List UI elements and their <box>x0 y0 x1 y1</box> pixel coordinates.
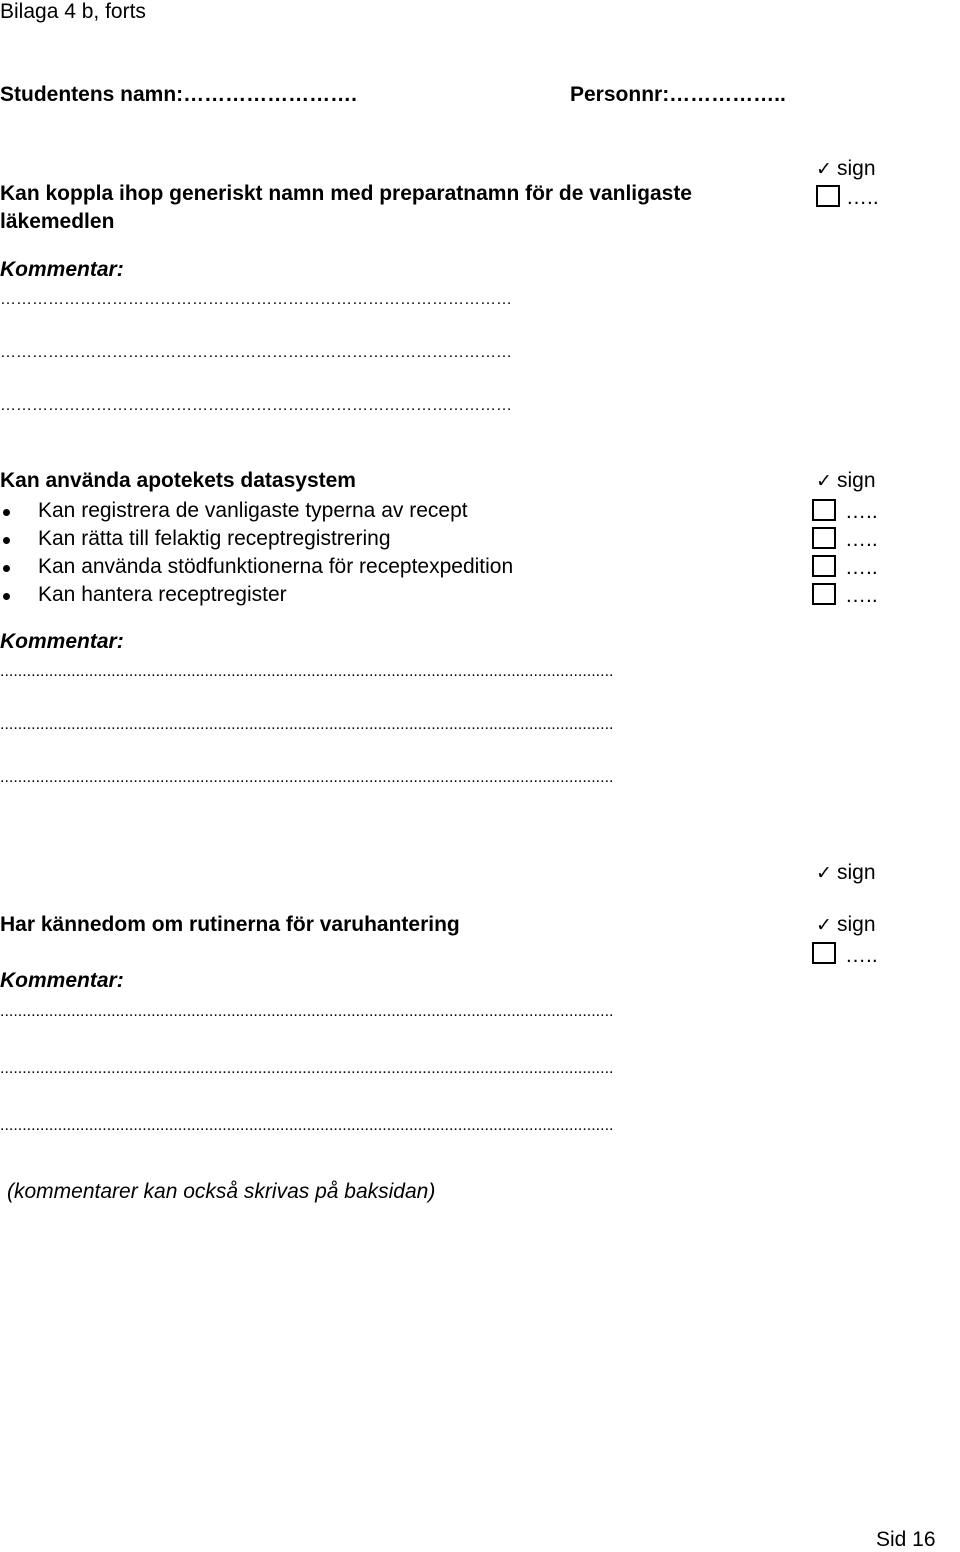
check-icon: ✓ <box>816 915 832 936</box>
bullet-icon <box>3 509 10 516</box>
student-name-field[interactable]: Studentens namn:……………………. <box>0 83 358 106</box>
check-icon: ✓ <box>816 863 832 884</box>
sign-label: sign <box>837 913 876 936</box>
section2-comment-label: Kommentar: <box>0 630 124 653</box>
sign-dots: ….. <box>845 584 878 607</box>
checkbox-icon[interactable] <box>816 185 840 207</box>
section3-title: Har kännedom om rutinerna för varuhantering <box>0 913 460 936</box>
personnr-field[interactable]: Personnr:…………….. <box>570 83 786 106</box>
section1-title-line2: läkemedlen <box>0 210 115 233</box>
list-item-label: Kan rätta till felaktig receptregistrering <box>38 527 391 550</box>
checkbox-icon[interactable] <box>812 555 836 577</box>
sign-dots: ….. <box>845 500 878 523</box>
bullet-icon <box>3 565 10 572</box>
sign-dots: ….. <box>845 528 878 551</box>
comment-line[interactable]: .......................................................................................................................................... <box>0 717 614 733</box>
bullet-icon <box>3 537 10 544</box>
section1-title-line1: Kan koppla ihop generiskt namn med preparatnamn för de vanligaste <box>0 182 692 205</box>
section2-title: Kan använda apotekets datasystem <box>0 469 356 492</box>
sign-dots: ….. <box>846 186 879 209</box>
checkbox-icon[interactable] <box>812 583 836 605</box>
comment-line[interactable]: .......................................................................................................................................... <box>0 770 614 786</box>
check-icon: ✓ <box>816 471 832 492</box>
section2-sign-header <box>816 469 876 493</box>
comment-line[interactable]: …………………………………………………………………………………… <box>0 345 512 361</box>
sign-dots: ….. <box>845 944 878 967</box>
check-icon: ✓ <box>816 159 832 180</box>
sign-label: sign <box>837 157 876 180</box>
comment-line[interactable]: .......................................................................................................................................... <box>0 664 614 680</box>
sign-label: sign <box>837 469 876 492</box>
comment-line[interactable]: .......................................................................................................................................... <box>0 1118 614 1134</box>
list-item-label: Kan hantera receptregister <box>38 583 287 606</box>
checkbox-icon[interactable] <box>812 527 836 549</box>
section1-sign-header <box>816 157 876 181</box>
sign-dots: ….. <box>845 556 878 579</box>
section3-sign-header-top <box>816 861 876 885</box>
comment-line[interactable]: .......................................................................................................................................... <box>0 1061 614 1077</box>
page-header-title: Bilaga 4 b, forts <box>0 0 146 23</box>
section3-comment-label: Kommentar: <box>0 969 124 992</box>
list-item-label: Kan registrera de vanligaste typerna av recept <box>38 499 468 522</box>
section1-comment-label: Kommentar: <box>0 258 124 281</box>
comment-line[interactable]: …………………………………………………………………………………… <box>0 398 512 414</box>
footer-note: (kommentarer kan också skrivas på baksidan) <box>7 1180 436 1203</box>
page-number: Sid 16 <box>876 1528 936 1551</box>
comment-line[interactable]: .......................................................................................................................................... <box>0 1004 614 1020</box>
checkbox-icon[interactable] <box>812 499 836 521</box>
sign-label: sign <box>837 861 876 884</box>
checkbox-icon[interactable] <box>812 942 836 964</box>
section3-sign-header <box>816 913 876 937</box>
comment-line[interactable]: …………………………………………………………………………………… <box>0 292 512 308</box>
list-item-label: Kan använda stödfunktionerna för receptexpedition <box>38 555 514 578</box>
bullet-icon <box>3 593 10 600</box>
